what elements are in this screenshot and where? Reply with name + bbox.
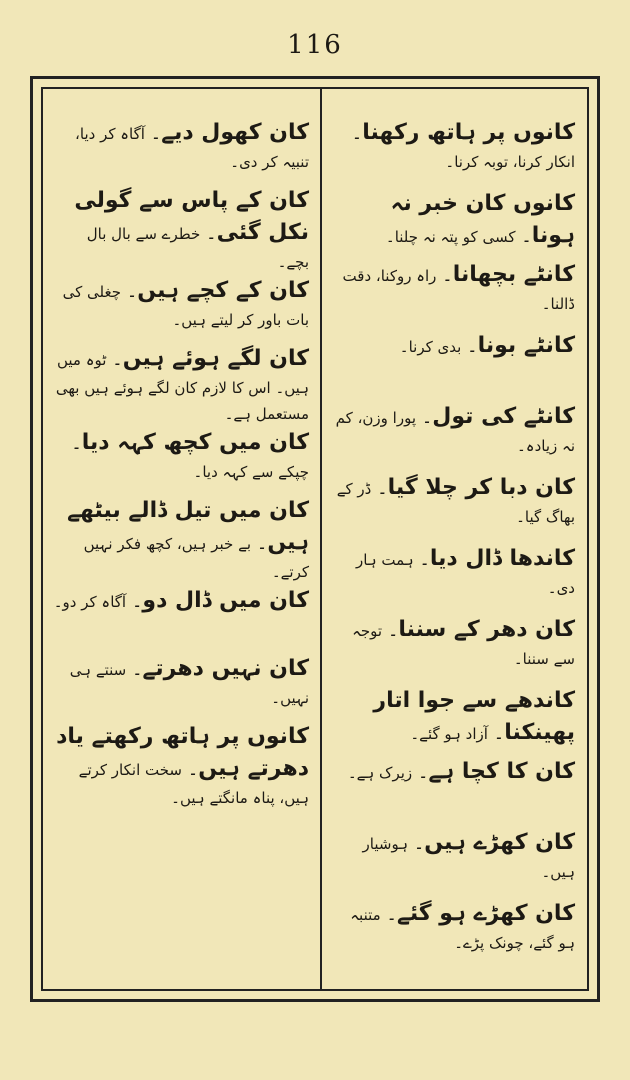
idiom-term: کاندھا ڈال دیا xyxy=(429,546,575,571)
column-divider xyxy=(320,89,322,989)
idiom-term: کانوں کان خبر نہ ہونا xyxy=(390,191,575,248)
idiom-definition: کسی کو پتہ نہ چلنا۔ xyxy=(385,227,516,246)
idiom-definition: ہوشیار ہیں۔ xyxy=(362,835,575,881)
separator: ۔ xyxy=(382,620,399,641)
idiom-entry xyxy=(53,653,309,721)
idiom-definition: زیرک ہے۔ xyxy=(347,764,413,782)
idiom-entry xyxy=(53,343,309,427)
idiom-term: کان کے کچے ہیں xyxy=(137,277,309,303)
idiom-definition: خطرے سے بال بال بچے۔ xyxy=(86,224,309,271)
separator: ۔ xyxy=(487,722,505,744)
idiom-definition: ٹوہ میں ہیں۔ اس کا لازم کان لگے ہوئے ہیں بھی مستعمل ہے۔ xyxy=(55,350,309,423)
idiom-entry xyxy=(331,756,575,827)
idiom-entry xyxy=(53,427,309,495)
idiom-entry xyxy=(53,117,309,185)
separator: ۔ xyxy=(436,265,453,286)
left-column xyxy=(53,117,309,969)
idiom-term: کان کھول دیے xyxy=(161,120,309,145)
separator: ۔ xyxy=(126,658,143,680)
separator: ۔ xyxy=(380,904,397,925)
idiom-term: کان کھڑے ہیں xyxy=(424,830,575,855)
page-border xyxy=(30,76,600,1002)
idiom-entry xyxy=(331,827,575,898)
idiom-entry xyxy=(53,495,309,585)
idiom-term: کان کھڑے ہو گئے xyxy=(396,901,575,926)
separator: ۔ xyxy=(413,549,430,570)
idiom-term: کان میں کچھ کہہ دیا xyxy=(81,429,309,455)
separator: ۔ xyxy=(106,348,123,370)
idiom-entry xyxy=(331,330,575,401)
idiom-entry xyxy=(331,401,575,472)
idiom-definition: ہمت ہار دی۔ xyxy=(356,551,575,597)
page-inner-border xyxy=(41,87,589,991)
idiom-entry xyxy=(53,185,309,275)
separator: ۔ xyxy=(461,336,478,357)
idiom-term: کان نہیں دھرتے xyxy=(142,655,309,681)
separator: ۔ xyxy=(121,280,138,302)
page-number: 116 xyxy=(287,30,343,60)
idiom-entry xyxy=(331,117,575,188)
idiom-term: کان دھر کے سننا xyxy=(398,617,575,642)
separator: ۔ xyxy=(71,432,82,454)
idiom-entry xyxy=(331,259,575,330)
idiom-term: کان کے پاس سے گولی نکل گئی xyxy=(74,188,309,245)
idiom-definition: آگاہ کر دیا، تنبیہ کر دی۔ xyxy=(75,125,309,171)
idiom-definition: ڈر کے بھاگ گیا۔ xyxy=(336,480,575,526)
idiom-definition: انکار کرنا، توبہ کرنا۔ xyxy=(445,152,575,171)
idiom-entry xyxy=(53,275,309,343)
idiom-definition: سنتے ہی نہیں۔ xyxy=(69,660,309,707)
idiom-term: کان کا کچا ہے xyxy=(428,759,575,784)
right-column xyxy=(331,117,575,969)
idiom-definition: بے خبر ہیں، کچھ فکر نہیں کرتے۔ xyxy=(83,534,309,581)
idiom-term: کان لگے ہوئے ہیں xyxy=(122,345,309,371)
separator: ۔ xyxy=(412,762,429,783)
idiom-entry xyxy=(53,585,309,653)
idiom-term: کاندھے سے جوا اتار پھینکنا xyxy=(373,688,575,745)
separator: ۔ xyxy=(200,222,217,244)
idiom-entry xyxy=(331,188,575,259)
separator: ۔ xyxy=(416,407,433,428)
idiom-entry xyxy=(331,614,575,685)
idiom-term: کان دبا کر چلا گیا xyxy=(387,475,575,500)
idiom-definition: متنبہ ہو گئے، چونک پڑے۔ xyxy=(350,906,575,952)
idiom-definition: سخت انکار کرتے ہیں، پناہ مانگتے ہیں۔ xyxy=(78,760,309,807)
idiom-entry xyxy=(331,472,575,543)
separator: ۔ xyxy=(515,225,532,247)
idiom-term: کانوں پر ہاتھ رکھتے یاد دھرتے ہیں xyxy=(56,723,309,781)
idiom-definition: توجہ سے سننا۔ xyxy=(352,622,575,668)
separator: ۔ xyxy=(371,478,388,499)
idiom-definition: بدی کرنا۔ xyxy=(399,338,462,356)
idiom-definition: راہ روکنا، دقت ڈالنا۔ xyxy=(342,267,575,313)
separator: ۔ xyxy=(144,123,162,144)
idiom-definition: آزاد ہو گئے۔ xyxy=(410,724,488,743)
idiom-term: کانٹے بچھانا xyxy=(452,262,575,287)
idiom-entry xyxy=(331,685,575,756)
idiom-definition: چپکے سے کہہ دیا۔ xyxy=(193,462,309,481)
idiom-term: کانٹے کی تول xyxy=(432,404,575,429)
separator: ۔ xyxy=(251,532,268,554)
idiom-definition: چغلی کی بات باور کر لیتے ہیں۔ xyxy=(62,282,309,329)
idiom-term: کانٹے بونا xyxy=(477,333,575,358)
separator: ۔ xyxy=(408,833,425,854)
idiom-entry xyxy=(331,898,575,969)
separator: ۔ xyxy=(351,123,363,144)
idiom-definition: آگاہ کر دو۔ xyxy=(53,592,127,611)
idiom-entry xyxy=(53,721,309,811)
idiom-entry xyxy=(331,543,575,614)
separator: ۔ xyxy=(182,758,199,780)
idiom-term: کانوں پر ہاتھ رکھنا xyxy=(362,120,575,145)
idiom-definition: پورا وزن، کم نہ زیادہ۔ xyxy=(335,409,575,455)
idiom-term: کان میں ڈال دو xyxy=(142,587,309,613)
idiom-term: کان میں تیل ڈالے بیٹھے ہیں xyxy=(67,497,309,555)
separator: ۔ xyxy=(126,590,143,612)
